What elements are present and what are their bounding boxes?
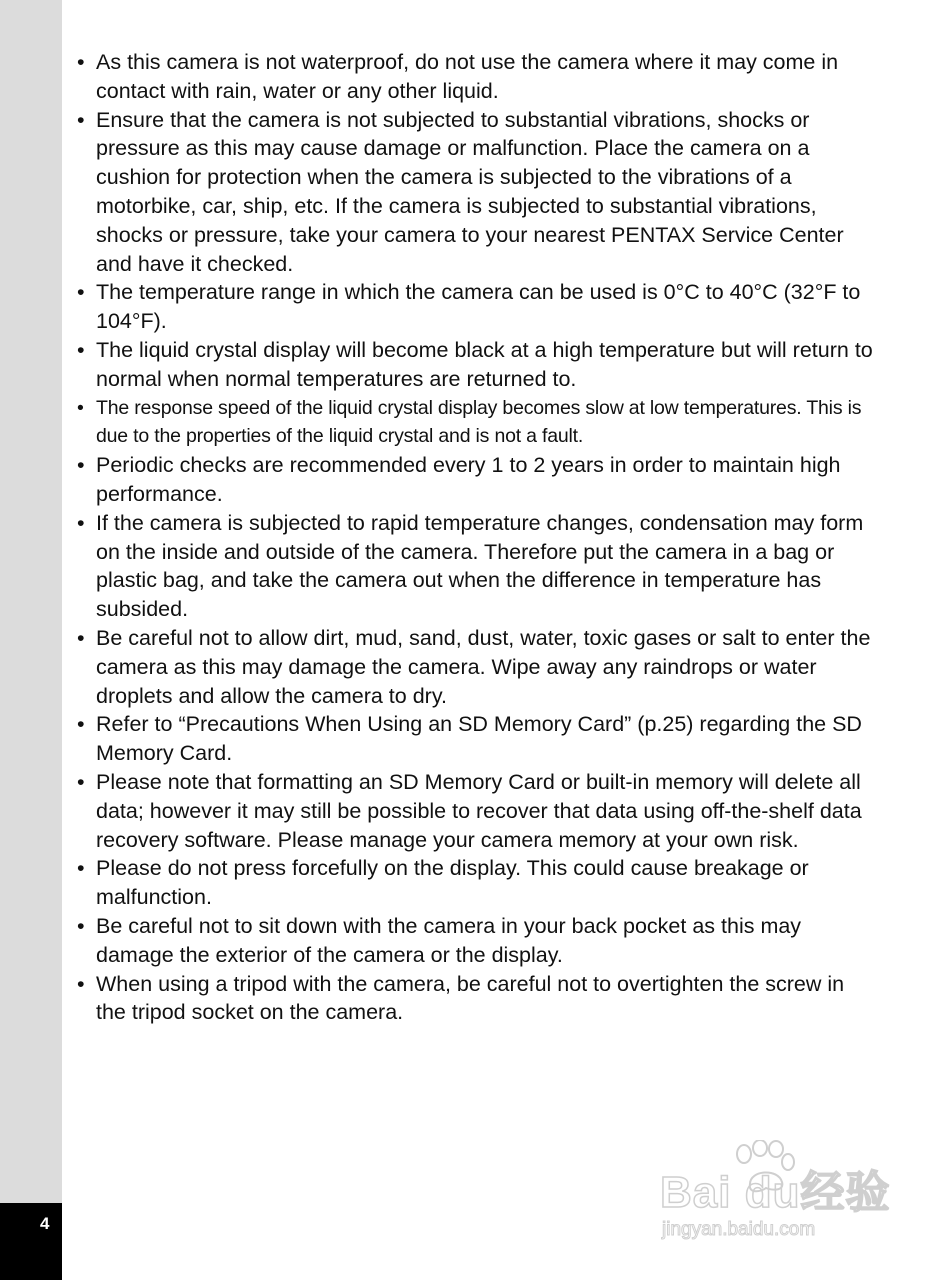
- list-item: • The liquid crystal display will become black at a high temperature but will return to normal when normal temperatures are returned to.: [77, 336, 877, 394]
- baidu-jingyan-watermark: [660, 1140, 891, 1250]
- list-item: • The response speed of the liquid crystal display becomes slow at low temperatures. This is due to the properties of the liquid crystal and is not a fault.: [77, 394, 877, 452]
- list-item: • Periodic checks are recommended every 1 to 2 years in order to maintain high performance.: [77, 451, 877, 509]
- list-item: • If the camera is subjected to rapid temperature changes, condensation may form on the inside and outside of the camera. Therefore put the camera in a bag or plastic bag, and take the camera out when the difference in temperature has subsided.: [77, 509, 877, 624]
- list-item: • Please do not press forcefully on the display. This could cause breakage or malfunction.: [77, 854, 877, 912]
- precautions-list: [77, 48, 877, 1027]
- page-side-strip: [0, 0, 62, 1280]
- page-number-tab: [0, 1203, 62, 1280]
- list-item: • As this camera is not waterproof, do not use the camera where it may come in contact with rain, water or any other liquid.: [77, 48, 877, 106]
- list-item: • Be careful not to allow dirt, mud, sand, dust, water, toxic gases or salt to enter the camera as this may damage the camera. Wipe away any raindrops or water droplets and allow the camera to dry.: [77, 624, 877, 710]
- watermark-brand-text: Bai du经验: [660, 1168, 891, 1217]
- watermark-url-text: jingyan.baidu.com: [662, 1219, 816, 1240]
- list-item: • Ensure that the camera is not subjected to substantial vibrations, shocks or pressure as this may cause damage or malfunction. Place the camera on a cushion for protection when the camera is subjected to the vibrations of a motorbike, car, ship, etc. If the camera is subjected to substantial vibrations, shocks or pressure, take your camera to your nearest PENTAX Service Center and have it checked.: [77, 106, 877, 279]
- list-item: • When using a tripod with the camera, be careful not to overtighten the screw in the tripod socket on the camera.: [77, 970, 877, 1028]
- list-item: • Please note that formatting an SD Memory Card or built-in memory will delete all data; however it may still be possible to recover that data using off-the-shelf data recovery software. Please manage your camera memory at your own risk.: [77, 768, 877, 854]
- list-item: • The temperature range in which the camera can be used is 0°C to 40°C (32°F to 104°F).: [77, 278, 877, 336]
- list-item: • Be careful not to sit down with the camera in your back pocket as this may damage the exterior of the camera or the display.: [77, 912, 877, 970]
- page-number: 4: [40, 1214, 50, 1233]
- list-item: • Refer to “Precautions When Using an SD Memory Card” (p.25) regarding the SD Memory Card.: [77, 710, 877, 768]
